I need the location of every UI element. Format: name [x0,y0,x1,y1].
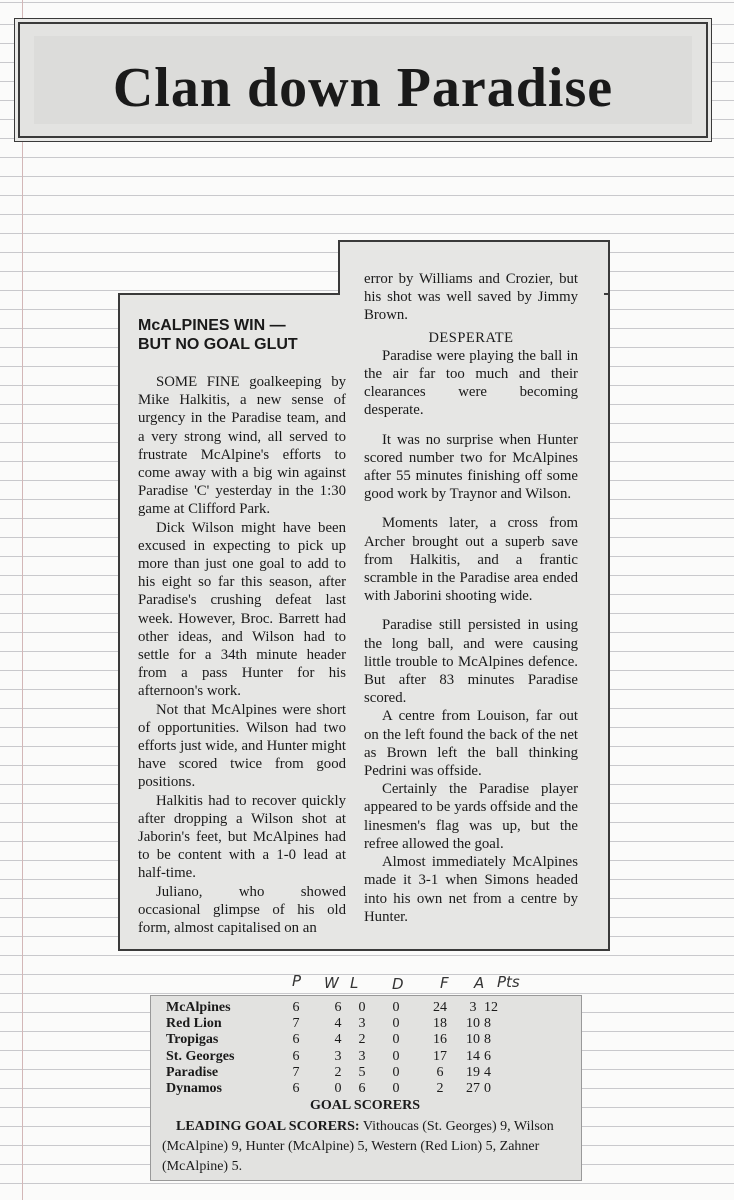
won-cell: 2 [334,1064,342,1080]
points-cell: 12 [484,1000,498,1015]
league-table [166,1000,540,1097]
won-cell: 3 [334,1048,342,1064]
headline-clipping [18,22,708,138]
article-paragraph: Certainly the Paradise player appeared to be yards offside and the linesmen's flag was up, but the refree allowed the goal. [364,781,578,852]
won-cell: 6 [334,1000,342,1015]
article-paragraph: Moments later, a cross from Archer brought out a superb save from Halkitis, and a frantic scramble in the Paradise area ended with Jaborini shooting wide. [364,515,578,605]
lost-cell: 6 [358,1081,366,1097]
table-row [166,1000,540,1016]
points-cell: 0 [484,1081,491,1097]
article-paragraph: Halkitis had to recover quickly after dropping a Wilson shot at Jaborin's feet, but McAlpines had to be content with a 1-0 lead at half-time. [138,792,346,882]
table-row [166,1065,540,1081]
handwritten-header-d: D [392,975,404,993]
team-name: McAlpines [166,1000,231,1015]
leading-goal-scorers-text: Vithoucas (St. Georges) 9, Wilson (McAlpine) 9, Hunter (McAlpine) 5, Western (Red Lion) 5, Zahner (McAlpine) 5. [162,1119,554,1174]
team-name: Tropigas [166,1032,219,1048]
handwritten-header-p: P [292,972,302,990]
for-cell: 18 [433,1016,447,1032]
points-cell: 6 [484,1048,491,1064]
article-column-right [364,270,578,926]
table-row [166,1081,540,1097]
against-cell: 27 [466,1081,480,1097]
lost-cell: 3 [358,1016,366,1032]
drawn-cell: 0 [392,1081,400,1097]
leading-goal-scorers-label: LEADING GOAL SCORERS: [176,1119,360,1134]
played-cell: 7 [292,1016,300,1032]
drawn-cell: 0 [392,1000,400,1015]
article-paragraph: A centre from Louison, far out on the left found the back of the net as Brown left the ball thinking Pedrini was offside. [364,708,578,780]
handwritten-header-l: L [350,974,359,992]
leading-goal-scorers [162,1117,572,1177]
lost-cell: 2 [358,1032,366,1048]
article-heading [138,316,298,354]
won-cell: 4 [334,1032,342,1048]
drawn-cell: 0 [392,1032,400,1048]
team-name: Paradise [166,1064,219,1080]
headline: Clan down Paradise [112,57,614,119]
headline-panel [34,36,692,124]
handwritten-header-w: W [324,974,339,992]
handwritten-header-a: A [474,974,485,992]
played-cell: 6 [292,1081,300,1097]
drawn-cell: 0 [392,1016,400,1032]
team-name: St. Georges [166,1048,235,1064]
against-cell: 3 [469,1000,477,1015]
lost-cell: 3 [358,1048,366,1064]
played-cell: 6 [292,1032,300,1048]
against-cell: 10 [466,1016,480,1032]
table-row [166,1016,540,1032]
played-cell: 7 [292,1064,300,1080]
article-subhead: DESPERATE [428,329,514,346]
handwritten-header-pts: Pts [497,973,520,991]
table-row [166,1049,540,1065]
lost-cell: 5 [358,1064,366,1080]
team-name: Red Lion [166,1016,222,1032]
article-paragraph: Juliano, who showed occasional glimpse of his old form, almost capitalised on an [138,883,346,937]
for-cell: 24 [433,1000,447,1015]
article-paragraph: It was no surprise when Hunter scored number two for McAlpines after 55 minutes finishing off some good work by Traynor and Wilson. [364,431,578,503]
played-cell: 6 [292,1000,300,1015]
table-row [166,1032,540,1048]
drawn-cell: 0 [392,1064,400,1080]
article-paragraph: Almost immediately McAlpines made it 3-1 when Simons headed into his own net from a centre by Hunter. [364,854,578,925]
handwritten-header-f: F [440,974,449,992]
played-cell: 6 [292,1048,300,1064]
article-column-left [138,373,346,937]
team-name: Dynamos [166,1081,223,1097]
article-paragraph: Dick Wilson might have been excused in expecting to pick up more than just one goal to add to his eight so far this season, after Paradise's crushing defeat last week. However, Broc. Barrett had other ideas, and Wilson had to settle for a 34th minute header from a pass Hunter for his afternoon's work. [138,519,346,700]
against-cell: 19 [466,1064,480,1080]
article-paragraph: Paradise still persisted in using the long ball, and were causing little trouble to McAlpines defence. But after 83 minutes Paradise scored. [364,617,578,707]
article-paragraph: Not that McAlpines were short of opportunities. Wilson had two efforts just wide, and Hunter might have scored twice from good positions. [138,701,346,791]
drawn-cell: 0 [392,1048,400,1064]
points-cell: 4 [484,1064,491,1080]
points-cell: 8 [484,1032,491,1048]
article-paragraph: Paradise were playing the ball in the air far too much and their clearances were becoming desperate. [364,347,578,419]
for-cell: 6 [436,1064,444,1080]
against-cell: 10 [466,1032,480,1048]
notebook-margin-line [22,0,23,1200]
points-cell: 8 [484,1016,491,1032]
for-cell: 2 [436,1081,444,1097]
won-cell: 4 [334,1016,342,1032]
goal-scorers-title: GOAL SCORERS [309,1098,421,1113]
won-cell: 0 [334,1081,342,1097]
for-cell: 17 [433,1048,447,1064]
article-paragraph: error by Williams and Crozier, but his shot was well saved by Jimmy Brown. [364,271,578,324]
for-cell: 16 [433,1032,447,1048]
lost-cell: 0 [358,1000,366,1015]
against-cell: 14 [466,1048,480,1064]
article-heading-line1: McALPINES WIN — [138,317,286,334]
article-heading-line2: BUT NO GOAL GLUT [138,336,298,353]
article-paragraph: SOME FINE goalkeeping by Mike Halkitis, a new sense of urgency in the Paradise team, and a very strong wind, all served to frustrate McAlpine's efforts to come away with a big win against Paradise 'C' yesterday in the 1:30 game at Clifford Park. [138,374,346,518]
